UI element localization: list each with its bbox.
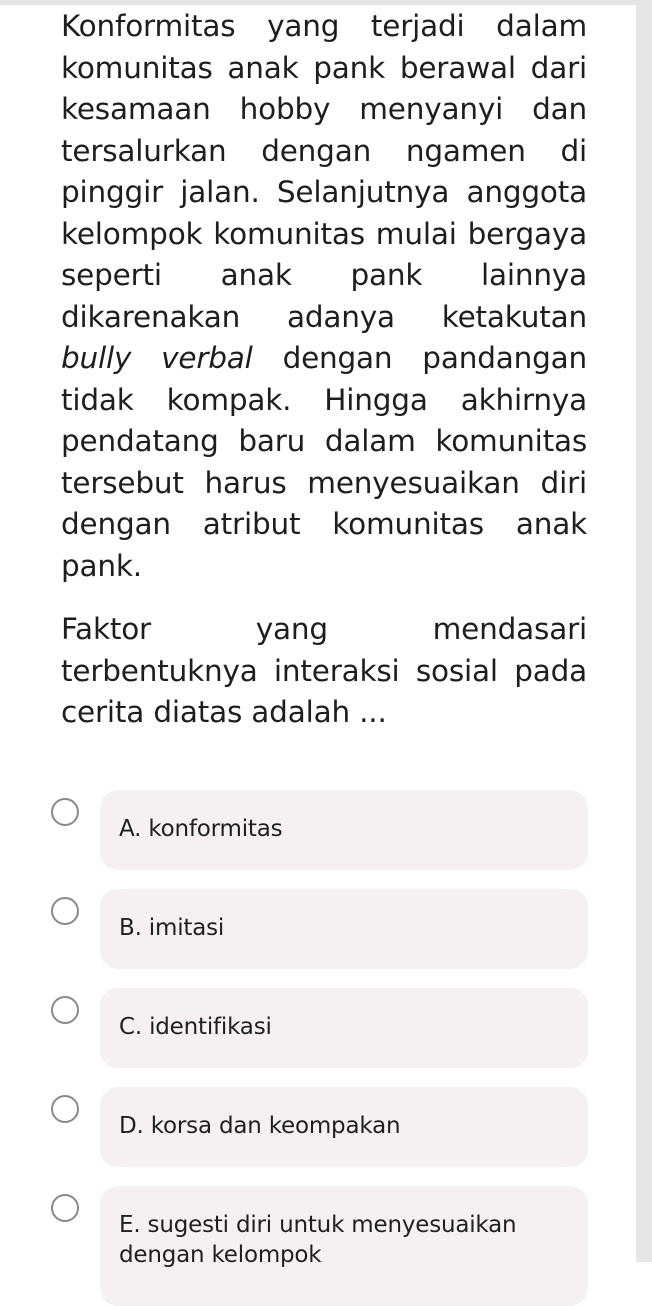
radio-button-c[interactable] <box>51 996 79 1024</box>
radio-button-e[interactable] <box>51 1194 79 1222</box>
option-e[interactable] <box>0 1186 652 1266</box>
option-d-label: D. korsa dan keompakan <box>119 1113 401 1139</box>
option-a-label: A. konformitas <box>119 816 283 842</box>
radio-button-d[interactable] <box>51 1095 79 1123</box>
question-prompt: Faktor yang mendasari terbentuknya interaksi sosial pada cerita diatas adalah ... <box>61 612 587 729</box>
option-e-label-line2: dengan kelompok <box>119 1242 322 1268</box>
option-d-box[interactable] <box>100 1087 588 1167</box>
option-b[interactable] <box>0 889 652 969</box>
option-b-box[interactable] <box>100 889 588 969</box>
radio-button-a[interactable] <box>51 798 79 826</box>
option-c[interactable] <box>0 988 652 1068</box>
top-edge-bar <box>0 0 636 5</box>
passage-text-part2: dengan pandangan tidak kompak. Hingga akhirnya pendatang baru dalam komunitas tersebut harus menyesuaikan diri dengan atribut komunitas anak pank. <box>61 341 587 583</box>
option-b-label: B. imitasi <box>119 915 225 941</box>
passage-italic-term: bully verbal <box>61 341 253 375</box>
question-content <box>61 6 587 734</box>
option-e-box[interactable] <box>100 1186 588 1306</box>
scrollbar-track[interactable] <box>636 0 652 1262</box>
passage-text-part1: Konformitas yang terjadi dalam komunitas anak pank berawal dari kesamaan hobby menyanyi dan tersalurkan dengan ngamen di pinggir jalan. Selanjutnya anggota kelompok komunitas mulai bergaya seperti anak pank lainnya dikarenakan adanya ketakutan <box>61 9 587 334</box>
question-passage <box>61 6 587 587</box>
option-e-label: E. sugesti diri untuk menyesuaikan <box>119 1212 517 1238</box>
option-d[interactable] <box>0 1087 652 1167</box>
option-c-label: C. identifikasi <box>119 1014 272 1040</box>
option-a[interactable] <box>0 790 652 870</box>
option-c-box[interactable] <box>100 988 588 1068</box>
radio-button-b[interactable] <box>51 897 79 925</box>
option-a-box[interactable] <box>100 790 588 870</box>
